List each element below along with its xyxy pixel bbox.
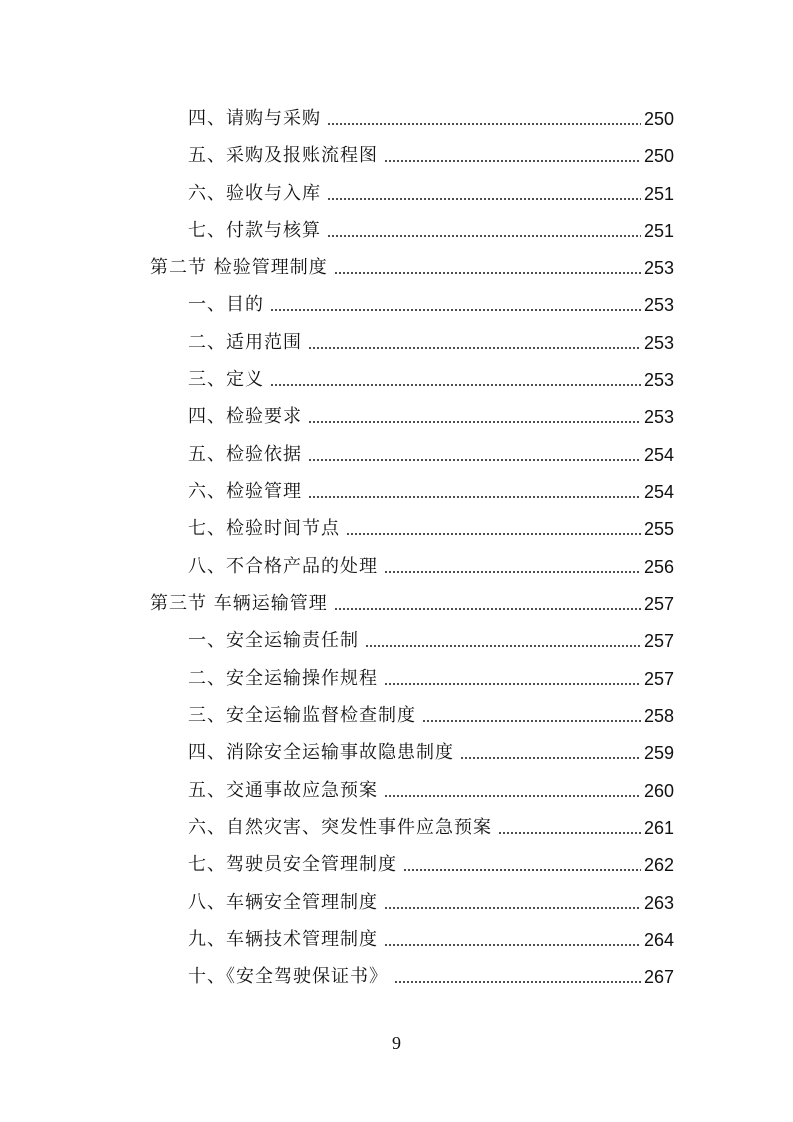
toc-entry-page: 258 — [643, 706, 674, 726]
toc-entry-page: 253 — [643, 407, 674, 427]
toc-entry-page: 250 — [643, 146, 674, 166]
toc-entry-page: 253 — [643, 370, 674, 390]
toc-entry-page: 260 — [643, 781, 674, 801]
toc-entry-title: 十、《安全驾驶保证书》 — [188, 966, 388, 987]
toc-entry-title: 七、驾驶员安全管理制度 — [188, 854, 397, 875]
toc-entry[interactable] — [188, 137, 674, 167]
toc-dot-leader — [308, 496, 641, 498]
toc-entry-title: 九、车辆技术管理制度 — [188, 929, 378, 950]
toc-dot-leader — [334, 608, 641, 610]
toc-dot-leader — [384, 907, 641, 909]
toc-entry[interactable] — [188, 398, 674, 428]
toc-dot-leader — [308, 421, 641, 423]
toc-entry-page: 257 — [643, 631, 674, 651]
toc-entry-title: 一、目的 — [188, 294, 264, 315]
toc-entry-title: 第三节 车辆运输管理 — [150, 593, 328, 614]
toc-dot-leader — [460, 757, 641, 759]
toc-dot-leader — [498, 832, 641, 834]
toc-entry-title: 六、自然灾害、突发性事件应急预案 — [188, 817, 492, 838]
toc-dot-leader — [384, 683, 641, 685]
toc-dot-leader — [327, 123, 641, 125]
toc-entry-page: 257 — [643, 669, 674, 689]
toc-entry-title: 五、采购及报账流程图 — [188, 145, 378, 166]
toc-entry-title: 七、检验时间节点 — [188, 518, 340, 539]
toc-dot-leader — [346, 533, 641, 535]
toc-entry[interactable] — [188, 958, 674, 988]
toc-entry[interactable] — [188, 809, 674, 839]
toc-dot-leader — [394, 981, 641, 983]
toc-entry-title: 五、交通事故应急预案 — [188, 780, 378, 801]
toc-entry-title: 八、车辆安全管理制度 — [188, 892, 378, 913]
toc-entry-page: 253 — [643, 295, 674, 315]
toc-dot-leader — [384, 944, 641, 946]
toc-dot-leader — [384, 571, 641, 573]
toc-entry-page: 257 — [643, 594, 674, 614]
toc-entry[interactable] — [188, 772, 674, 802]
toc-dot-leader — [384, 795, 641, 797]
toc-entry[interactable] — [188, 622, 674, 652]
toc-dot-leader — [422, 720, 641, 722]
toc-dot-leader — [334, 272, 641, 274]
toc-dot-leader — [365, 645, 641, 647]
toc-entry[interactable] — [188, 660, 674, 690]
toc-entry-title: 六、检验管理 — [188, 481, 302, 502]
toc-entry[interactable] — [188, 324, 674, 354]
toc-entry[interactable] — [188, 884, 674, 914]
toc-section-entry[interactable] — [150, 585, 674, 615]
page-number: 9 — [392, 1033, 401, 1053]
toc-dot-leader — [308, 459, 641, 461]
toc-entry[interactable] — [188, 212, 674, 242]
toc-entry[interactable] — [188, 436, 674, 466]
toc-section-entry[interactable] — [150, 249, 674, 279]
toc-entry-page: 267 — [643, 967, 674, 987]
toc-entry-page: 251 — [643, 184, 674, 204]
toc-entry[interactable] — [188, 846, 674, 876]
toc-entry-title: 二、安全运输操作规程 — [188, 668, 378, 689]
toc-entry[interactable] — [188, 548, 674, 578]
toc-entry[interactable] — [188, 286, 674, 316]
toc-entry-title: 六、验收与入库 — [188, 183, 321, 204]
toc-dot-leader — [327, 198, 641, 200]
toc-entry-page: 261 — [643, 818, 674, 838]
toc-entry[interactable] — [188, 697, 674, 727]
toc-entry-page: 259 — [643, 743, 674, 763]
toc-entry-title: 四、请购与采购 — [188, 108, 321, 129]
toc-entry-page: 254 — [643, 482, 674, 502]
toc-entry-title: 四、检验要求 — [188, 406, 302, 427]
toc-dot-leader — [270, 384, 641, 386]
toc-entry-page: 250 — [643, 109, 674, 129]
toc-entry-page: 253 — [643, 333, 674, 353]
toc-dot-leader — [308, 347, 641, 349]
toc-entry[interactable] — [188, 361, 674, 391]
toc-dot-leader — [384, 160, 641, 162]
toc-dot-leader — [327, 235, 641, 237]
toc-entry-title: 三、定义 — [188, 369, 264, 390]
toc-entry[interactable] — [188, 100, 674, 130]
toc-entry-title: 八、不合格产品的处理 — [188, 556, 378, 577]
toc-entry-page: 251 — [643, 221, 674, 241]
toc-dot-leader — [270, 309, 641, 311]
toc-entry[interactable] — [188, 473, 674, 503]
toc-entry-title: 四、消除安全运输事故隐患制度 — [188, 742, 454, 763]
toc-entry-title: 第二节 检验管理制度 — [150, 257, 328, 278]
toc-entry-page: 262 — [643, 855, 674, 875]
toc-entry-title: 一、安全运输责任制 — [188, 630, 359, 651]
toc-entry-page: 263 — [643, 893, 674, 913]
toc-entry-page: 256 — [643, 557, 674, 577]
toc-entry[interactable] — [188, 510, 674, 540]
toc-entry-title: 五、检验依据 — [188, 444, 302, 465]
toc-entry-title: 三、安全运输监督检查制度 — [188, 705, 416, 726]
toc-entry-title: 七、付款与核算 — [188, 220, 321, 241]
toc-entry-page: 254 — [643, 445, 674, 465]
toc-entry[interactable] — [188, 921, 674, 951]
toc-entry-page: 255 — [643, 519, 674, 539]
toc-entry-page: 264 — [643, 930, 674, 950]
toc-entry-page: 253 — [643, 258, 674, 278]
toc-entry[interactable] — [188, 734, 674, 764]
toc-entry[interactable] — [188, 175, 674, 205]
toc-entry-title: 二、适用范围 — [188, 332, 302, 353]
toc-dot-leader — [403, 869, 641, 871]
